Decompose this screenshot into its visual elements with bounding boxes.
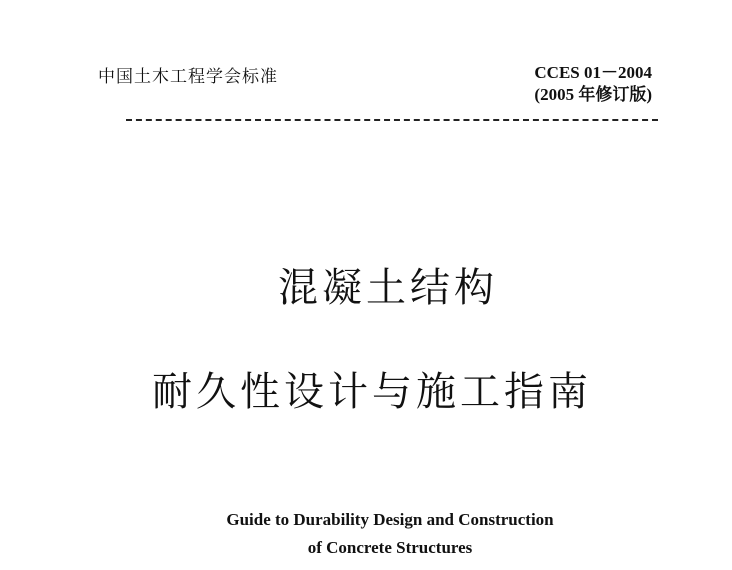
organization-name: 中国土木工程学会标准 xyxy=(98,67,278,87)
revision-note: (2005 年修订版) xyxy=(534,85,652,104)
dashed-divider xyxy=(126,119,658,121)
standard-code-block xyxy=(534,62,652,106)
standard-code: CCES 01－2004 xyxy=(534,63,652,82)
english-title-line-2: of Concrete Structures xyxy=(307,538,473,557)
title-line-1: 混凝土结构 xyxy=(278,265,498,311)
english-title-line-1: Guide to Durability Design and Construction xyxy=(226,510,554,529)
title-line-2: 耐久性设计与施工指南 xyxy=(152,369,592,415)
